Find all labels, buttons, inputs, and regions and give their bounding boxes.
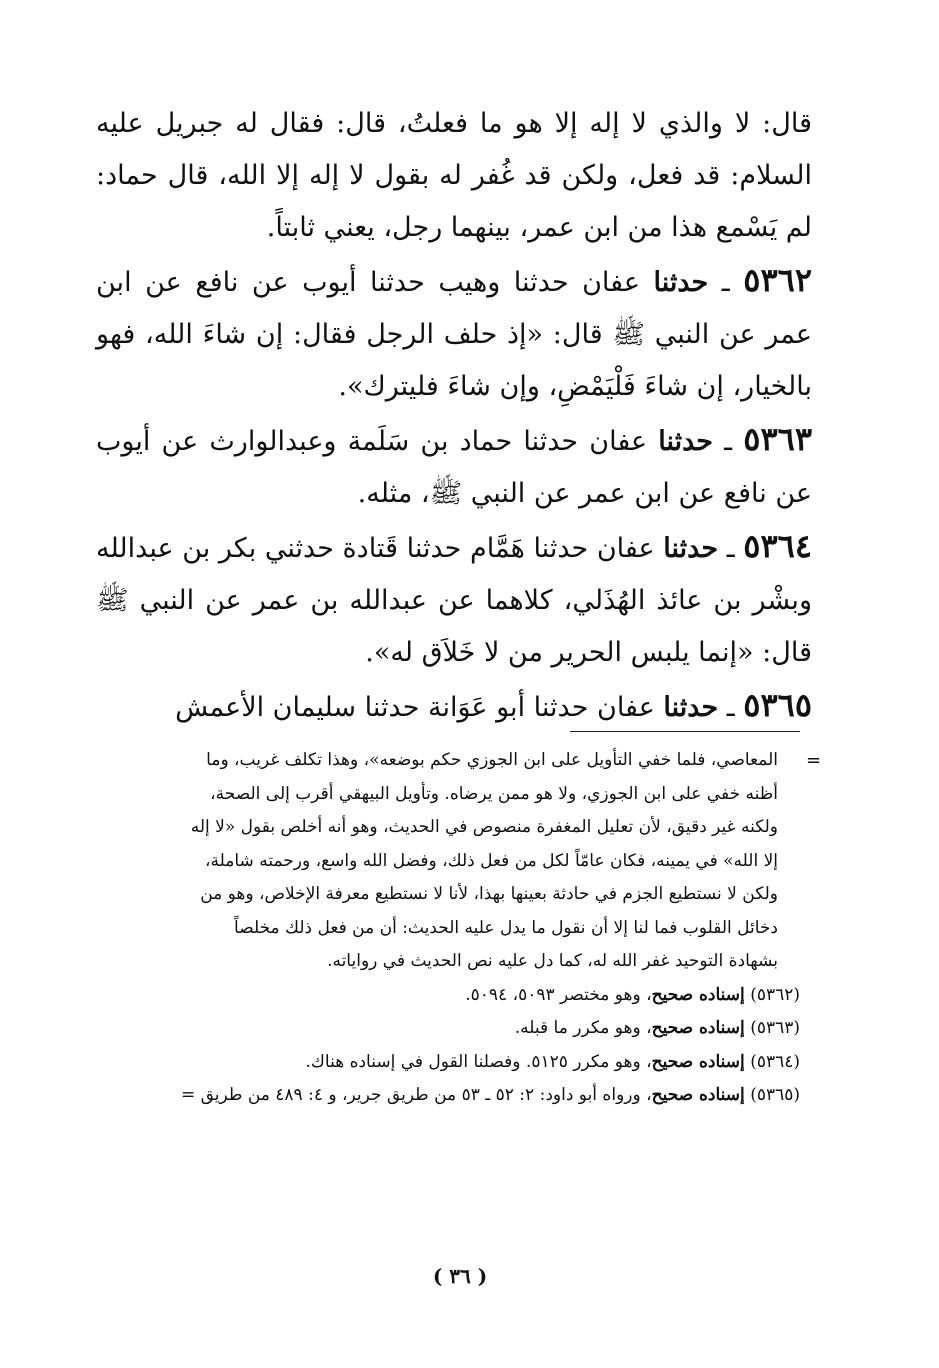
footnote-line: دخائل القلوب فما لنا إلا أن نقول ما يدل عليه الحديث: أن من فعل ذلك مخلصاً <box>234 917 778 938</box>
footnote-text: ، وهو مكرر ما قبله. <box>514 1018 652 1038</box>
footnote-text: ، وهو مختصر ٥٠٩٣، ٥٠٩٤. <box>465 984 652 1005</box>
hadith-text: عفان حدثنا أبو عَوَانة حدثنا سليمان الأعمش <box>175 692 664 723</box>
footnote-number: (٥٣٦٣) <box>750 1018 800 1038</box>
footnote-number: (٥٣٦٢) <box>750 984 800 1005</box>
hadith-separator: ـ <box>708 267 744 298</box>
footnote-line: إلا الله» في يمينه، فكان عامّاً لكل من فعل ذلك، وفضل الله واسع، ورحمته شاملة، <box>205 850 778 871</box>
footnote-grade: إسناده صحيح <box>651 984 745 1005</box>
hadith-keyword: حدثنا <box>658 426 714 457</box>
intro-paragraph: قال: لا والذي لا إله إلا هو ما فعلتُ، قال: فقال له جبريل عليه السلام: قد فعل، ولكن قد غُفر له بقول لا إله إلا الله، قال حماد: لم يَسْمع هذا من ابن عمر، بينهما رجل، يعني ثابتاً. <box>96 108 812 243</box>
hadith-5365 <box>96 679 812 734</box>
hadith-text: عفان حدثنا حماد بن سَلَمة وعبدالوارث عن أيوب عن نافع عن ابن عمر عن النبي ﷺ، مثله. <box>96 426 812 509</box>
hadith-separator: ـ <box>713 426 744 457</box>
footnote-line: أظنه خفي على ابن الجوزي، ولا هو ممن يرضاه. وتأويل البيهقي أقرب إلى الصحة، <box>210 783 778 804</box>
footnote-text: ، ورواه أبو داود: ٢: ٥٢ ـ ٥٣ من طريق جرير، و ٤: ٤٨٩ من طريق <box>200 1085 652 1105</box>
hadith-text: عفان حدثنا وهيب حدثنا أيوب عن نافع عن ابن عمر عن النبي ﷺ قال: «إذ حلف الرجل فقال: إن شاءَ الله، فهو بالخيار، إن شاءَ فَلْيَمْضِ، وإن شاءَ فليترك». <box>96 267 812 402</box>
footnote-line: ولكن لا نستطيع الجزم في حادثة بعينها بهذا، لأنا لا نستطيع معرفة الإخلاص، وهو من <box>200 884 778 904</box>
footnote-number: (٥٣٦٤) <box>750 1051 800 1072</box>
footnote-line: بشهادة التوحيد غفر الله له، كما دل عليه نص الحديث في رواياته. <box>327 951 778 971</box>
hadith-keyword: حدثنا <box>653 267 709 298</box>
footnote-line: ولكنه غير دقيق، لأن تعليل المغفرة منصوص في الحديث، وهو أنه أخلص بقول «لا إله <box>190 817 778 837</box>
footnote-grade: إسناده صحيح <box>651 1051 745 1072</box>
footnote-number: (٥٣٦٥) <box>750 1085 800 1105</box>
footnote-5365 <box>100 1079 800 1113</box>
hadith-number: ٥٣٦٣ <box>743 420 812 458</box>
hadith-keyword: حدثنا <box>663 533 719 564</box>
main-text <box>96 98 812 734</box>
hadith-5364 <box>96 520 812 679</box>
page-number: ( ٣٦ ) <box>432 1264 488 1288</box>
hadith-5363 <box>96 413 812 520</box>
continuation-mark: = <box>806 750 822 771</box>
hadith-number: ٥٣٦٢ <box>743 261 813 299</box>
continuation-mark-end: = <box>180 1085 196 1105</box>
footnote-5362 <box>100 979 800 1013</box>
footnote-divider <box>570 731 800 732</box>
hadith-separator: ـ <box>718 533 744 564</box>
hadith-text: عفان حدثنا هَمَّام حدثنا قَتادة حدثني بكر بن عبدالله وبشْر بن عائذ الهُذَلي، كلاهما عن عبدالله بن عمر عن النبي ﷺ قال: «إنما يلبس الحرير من لا خَلاَق له». <box>96 533 812 668</box>
footnote-text: ، وهو مكرر ٥١٢٥. وفصلنا القول في إسناده هناك. <box>305 1051 652 1072</box>
hadith-number: ٥٣٦٤ <box>743 527 812 565</box>
footnotes <box>100 744 800 1113</box>
hadith-5362 <box>96 254 812 413</box>
footnote-5363 <box>100 1012 800 1046</box>
hadith-keyword: حدثنا <box>663 692 719 723</box>
footnote-line: المعاصي، فلما خفي التأويل على ابن الجوزي حكم بوضعه»، وهذا تكلف غريب، وما <box>206 750 778 770</box>
hadith-separator: ـ <box>718 692 744 723</box>
footnote-continued <box>100 744 800 979</box>
footnote-grade: إسناده صحيح <box>651 1018 745 1038</box>
footnote-5364 <box>100 1046 800 1080</box>
hadith-number: ٥٣٦٥ <box>743 686 812 724</box>
footnote-grade: إسناده صحيح <box>651 1085 745 1105</box>
